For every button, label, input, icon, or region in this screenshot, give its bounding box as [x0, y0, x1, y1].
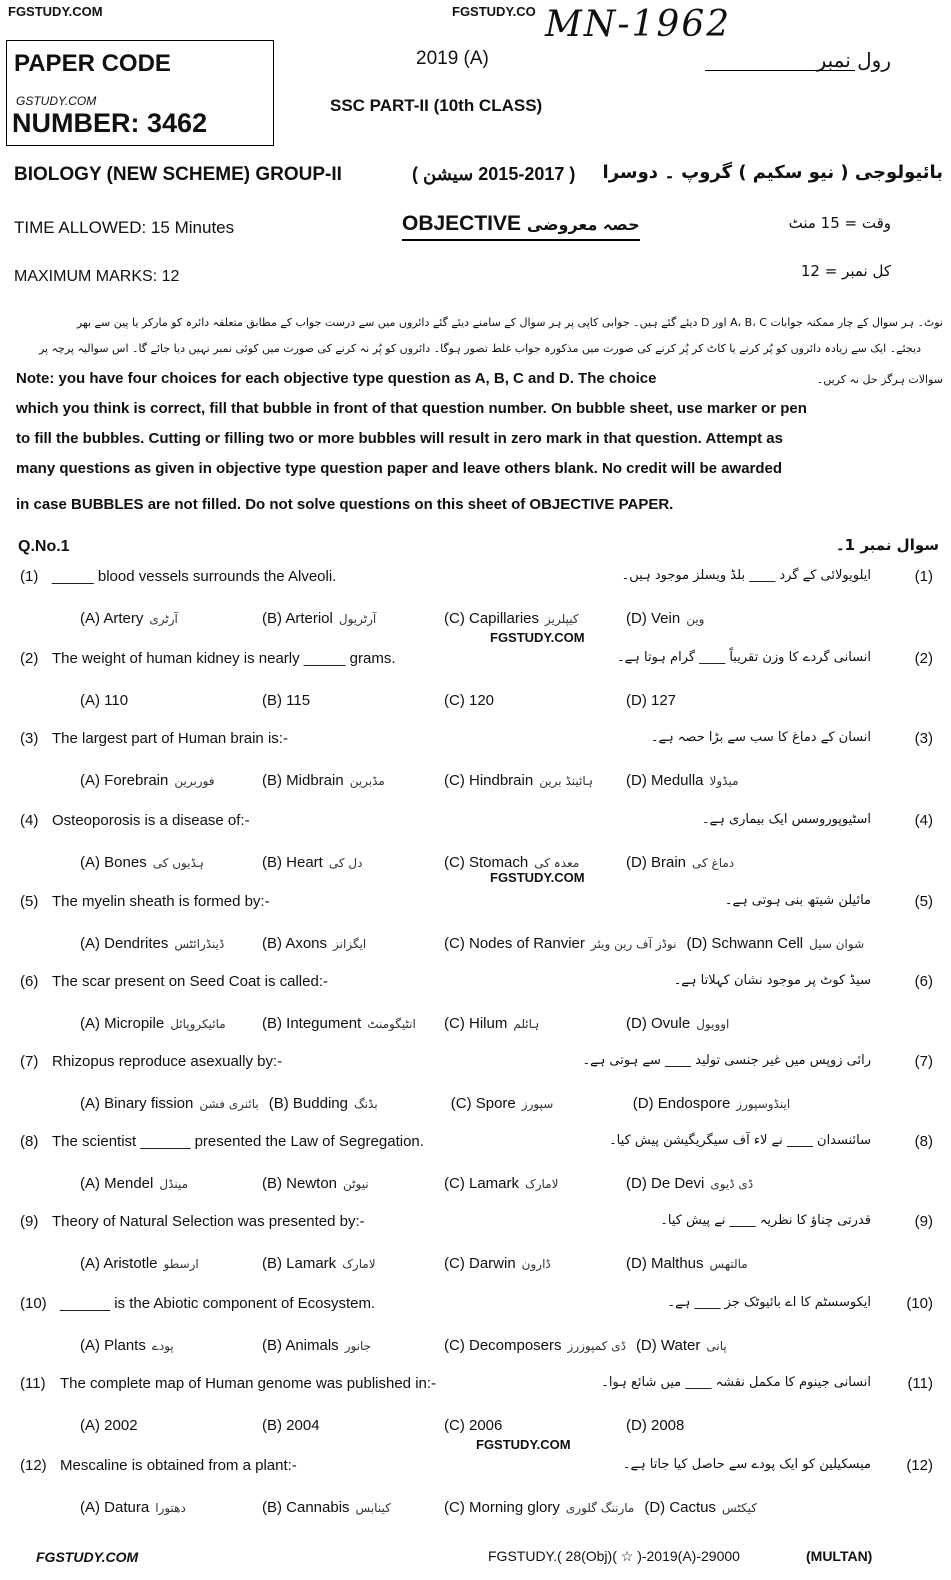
- option-c: [444, 1337, 636, 1354]
- option-c: [444, 692, 626, 709]
- option-d: [626, 1255, 808, 1272]
- instruction-line: to fill the bubbles. Cutting or filling two or more bubbles will result in zero mark in that question. Attempt as: [16, 430, 783, 447]
- footer-city: (MULTAN): [806, 1548, 873, 1564]
- option-label: (C) Spore: [450, 1095, 516, 1112]
- option-label-urdu: انٹیگومنٹ: [367, 1017, 416, 1031]
- option-label-urdu: نیوٹن: [343, 1177, 369, 1191]
- option-label: (D) 127: [626, 692, 677, 709]
- class-title: SSC PART-II (10th CLASS): [330, 96, 543, 115]
- question-text: The complete map of Human genome was published in:-: [60, 1375, 437, 1392]
- option-label: (C) Hindbrain: [444, 772, 534, 789]
- option-a: [80, 1095, 269, 1112]
- section-label: OBJECTIVE: [402, 212, 522, 235]
- option-b: [262, 1175, 444, 1192]
- option-label: (D) Medulla: [626, 772, 704, 789]
- option-label: (C) Stomach: [444, 854, 529, 871]
- question-text-urdu: انسانی گردے کا وزن تقریباً ____ گرام ہوتا ہے۔: [617, 650, 871, 665]
- box-watermark: GSTUDY.COM: [16, 94, 97, 108]
- subject-title: BIOLOGY (NEW SCHEME) GROUP-II: [14, 164, 342, 185]
- watermark-mid-3: FGSTUDY.COM: [476, 1437, 571, 1452]
- question-text-urdu: ایلویولائی کے گرد ____ بلڈ ویسلز موجود ہیں۔: [621, 568, 871, 583]
- option-label-urdu: آرٹری: [149, 612, 178, 626]
- question-number: (2): [20, 650, 39, 667]
- option-label-urdu: ڈینڈرائٹس: [174, 937, 225, 951]
- option-label-urdu: کیکٹس: [722, 1501, 757, 1515]
- option-label-urdu: وین: [686, 612, 705, 626]
- question-text-urdu: قدرتی چناؤ کا نظریہ ____ نے پیش کیا۔: [660, 1213, 871, 1228]
- options-row: [80, 1337, 818, 1354]
- option-label-urdu: اوویول: [696, 1017, 730, 1031]
- question-text-urdu: اسٹیوپوروسس ایک بیماری ہے۔: [701, 812, 871, 827]
- option-c: [444, 854, 626, 871]
- question-number-right: (11): [907, 1375, 933, 1392]
- option-a: [80, 1255, 262, 1272]
- option-d: [644, 1499, 826, 1516]
- exam-year: 2019 (A): [416, 48, 489, 69]
- option-label: (B) Newton: [262, 1175, 338, 1192]
- question-text: _____ blood vessels surrounds the Alveoli.: [52, 568, 337, 585]
- options-row: [80, 1175, 808, 1192]
- question-text-urdu: سائنسدان ____ نے لاء آف سیگریگیشن پیش کیا۔: [609, 1133, 871, 1148]
- watermark-mid-2: FGSTUDY.COM: [490, 870, 585, 885]
- option-b: [262, 692, 444, 709]
- option-label: (C) Nodes of Ranvier: [444, 935, 585, 952]
- section-title: [402, 212, 640, 241]
- question-number: (8): [20, 1133, 39, 1150]
- instruction-line: in case BUBBLES are not filled. Do not solve questions on this sheet of OBJECTIVE PAPER.: [16, 496, 674, 513]
- option-label: (B) Animals: [262, 1337, 339, 1354]
- option-label-urdu: دماغ کی: [692, 856, 735, 870]
- paper-code-label: PAPER CODE: [14, 50, 171, 77]
- option-label: (A) Forebrain: [80, 772, 169, 789]
- option-label-urdu: مڈبرین: [349, 774, 385, 788]
- footer-code: FGSTUDY.( 28(Obj)( ☆ )-2019(A)-29000: [488, 1548, 740, 1564]
- option-label: (A) Mendel: [80, 1175, 154, 1192]
- question-text: Theory of Natural Selection was presented by:-: [52, 1213, 365, 1230]
- time-allowed: TIME ALLOWED: 15 Minutes: [14, 218, 235, 237]
- options-row: [80, 692, 808, 709]
- option-c: [444, 1417, 626, 1434]
- time-urdu: وقت = 15 منٹ: [788, 214, 891, 232]
- option-b: [262, 1499, 444, 1516]
- option-d: [626, 1175, 808, 1192]
- option-d: [626, 692, 808, 709]
- option-label: (D) Ovule: [626, 1015, 691, 1032]
- option-b: [262, 1255, 444, 1272]
- question-text: The scientist ______ presented the Law of Segregation.: [52, 1133, 424, 1150]
- question-text: The largest part of Human brain is:-: [52, 730, 288, 747]
- option-b: [262, 772, 444, 789]
- option-c: [444, 935, 686, 952]
- option-label: (C) 2006: [444, 1417, 503, 1434]
- question-text-urdu: انسان کے دماغ کا سب سے بڑا حصہ ہے۔: [650, 730, 871, 745]
- option-label-urdu: لامارک: [525, 1177, 559, 1191]
- option-label: (C) Hilum: [444, 1015, 508, 1032]
- option-label: (C) 120: [444, 692, 495, 709]
- option-label-urdu: دھتورا: [155, 1501, 186, 1515]
- option-c: [444, 610, 626, 627]
- option-label: (D) Cactus: [644, 1499, 717, 1516]
- option-label: (D) De Devi: [626, 1175, 705, 1192]
- roll-no-label: رول نمبر: [816, 48, 891, 72]
- watermark-top-left: FGSTUDY.COM: [8, 4, 103, 19]
- option-label-urdu: جانور: [344, 1339, 372, 1353]
- section-label-urdu: حصہ معروضی: [526, 215, 640, 234]
- options-row: [80, 1095, 815, 1112]
- instruction-urdu-3: سوالات ہرگز حل نہ کریں۔: [816, 373, 943, 386]
- option-label: (A) Micropile: [80, 1015, 165, 1032]
- option-label-urdu: پانی: [706, 1339, 727, 1353]
- option-label: (D) Brain: [626, 854, 687, 871]
- question-text: The myelin sheath is formed by:-: [52, 893, 270, 910]
- option-label-urdu: مارننگ گلوری: [565, 1501, 635, 1515]
- option-b: [262, 935, 444, 952]
- options-row: [80, 935, 874, 952]
- option-label: (A) Plants: [80, 1337, 146, 1354]
- option-label: (C) Darwin: [444, 1255, 516, 1272]
- option-label: (A) Binary fission: [80, 1095, 194, 1112]
- option-label: (B) Lamark: [262, 1255, 337, 1272]
- option-a: [80, 1175, 262, 1192]
- question-number-right: (6): [914, 973, 933, 990]
- number-value: 3462: [147, 108, 208, 138]
- handwritten-code: MN-1962: [545, 4, 732, 45]
- option-label: (D) 2008: [626, 1417, 685, 1434]
- option-label-urdu: شوان سیل: [809, 937, 865, 951]
- question-number: (7): [20, 1053, 39, 1070]
- options-row: [80, 1255, 808, 1272]
- option-a: [80, 772, 262, 789]
- option-label: (C) Capillaries: [444, 610, 540, 627]
- option-d: [636, 1337, 818, 1354]
- option-label-urdu: مینڈل: [159, 1177, 189, 1191]
- question-text: The scar present on Seed Coat is called:-: [52, 973, 328, 990]
- option-label-urdu: ایگزانز: [333, 937, 367, 951]
- question-number: (4): [20, 812, 39, 829]
- question-text: Osteoporosis is a disease of:-: [52, 812, 250, 829]
- option-label: (A) Dendrites: [80, 935, 169, 952]
- option-label-urdu: فوربرین: [174, 774, 215, 788]
- option-label: (B) Midbrain: [262, 772, 344, 789]
- question-text-urdu: ایکوسسٹم کا اے بائیوٹک جز ____ ہے۔: [667, 1295, 871, 1310]
- option-label: (A) 110: [80, 692, 129, 709]
- option-label: (D) Schwann Cell: [686, 935, 804, 952]
- subject-title-urdu: بائیولوجی ( نیو سکیم ) گروپ ۔ دوسرا: [602, 162, 943, 183]
- option-label: (A) Aristotle: [80, 1255, 158, 1272]
- option-label: (B) 115: [262, 692, 311, 709]
- option-label-urdu: ہڈیوں کی: [152, 856, 204, 870]
- question-number: (6): [20, 973, 39, 990]
- question-text-urdu: رائی زوپس میں غیر جنسی تولید ____ سے ہوتی ہے۔: [582, 1053, 871, 1068]
- question-text-urdu: مائیلن شیتھ بنی ہوتی ہے۔: [724, 893, 871, 908]
- option-c: [444, 1499, 644, 1516]
- question-number: (3): [20, 730, 39, 747]
- option-label-urdu: ڈارون: [521, 1257, 551, 1271]
- options-row: [80, 1417, 808, 1434]
- option-b: [262, 1337, 444, 1354]
- question-number-right: (12): [906, 1457, 933, 1474]
- question-text-urdu: میسکیلین کو ایک پودے سے حاصل کیا جاتا ہے۔: [622, 1457, 871, 1472]
- question-number-right: (8): [914, 1133, 933, 1150]
- option-a: [80, 854, 262, 871]
- option-label: (B) Integument: [262, 1015, 362, 1032]
- option-a: [80, 1417, 262, 1434]
- maximum-marks: MAXIMUM MARKS: 12: [14, 268, 180, 285]
- instruction-urdu-1: نوٹ۔ ہر سوال کے چار ممکنہ جوابات A، B، C اور D دیئے گئے ہیں۔ جوابی کاپی پر ہر سوال کے سامنے دیئے گئے دائروں میں سے درست جواب کے مطابق متعلقہ دائرہ کو مارکر یا پین سے بھر: [76, 316, 943, 329]
- option-label: (B) Heart: [262, 854, 323, 871]
- option-label-urdu: دل کی: [328, 856, 363, 870]
- instruction-line: Note: you have four choices for each objective type question as A, B, C and D. The choice: [16, 370, 657, 387]
- option-a: [80, 692, 262, 709]
- option-label-urdu: بائنری فشن: [199, 1097, 259, 1111]
- option-c: [444, 1255, 626, 1272]
- option-label-urdu: میڈولا: [709, 774, 739, 788]
- option-label: (B) Budding: [268, 1095, 348, 1112]
- option-label-urdu: ڈی ڈیوی: [710, 1177, 754, 1191]
- question-text-urdu: سیڈ کوٹ پر موجود نشان کہلاتا ہے۔: [673, 973, 871, 988]
- option-label: (A) 2002: [80, 1417, 138, 1434]
- option-d: [626, 1015, 808, 1032]
- option-d: [626, 610, 808, 627]
- option-label-urdu: مائیکروپائل: [170, 1017, 226, 1031]
- option-label: (D) Malthus: [626, 1255, 704, 1272]
- number-label: NUMBER:: [12, 108, 140, 138]
- watermark-top-center: FGSTUDY.CO: [452, 4, 536, 19]
- option-label: (D) Water: [635, 1337, 701, 1354]
- options-row: [80, 854, 808, 871]
- question-number-right: (5): [914, 893, 933, 910]
- options-row: [80, 1015, 808, 1032]
- option-label: (A) Bones: [80, 854, 147, 871]
- option-label: (B) Axons: [262, 935, 328, 952]
- option-label-urdu: ہائینڈ برین: [539, 774, 594, 788]
- option-label: (A) Datura: [80, 1499, 150, 1516]
- option-c: [444, 1015, 626, 1032]
- question-number-right: (1): [914, 568, 933, 585]
- option-d: [626, 854, 808, 871]
- options-row: [80, 772, 808, 789]
- watermark-mid-1: FGSTUDY.COM: [490, 630, 585, 645]
- option-d: [686, 935, 874, 952]
- option-label-urdu: لامارک: [342, 1257, 376, 1271]
- option-label-urdu: ہائلم: [513, 1017, 540, 1031]
- option-label-urdu: کیپلریز: [545, 612, 579, 626]
- option-label: (C) Decomposers: [444, 1337, 562, 1354]
- option-label-urdu: معدہ کی: [534, 856, 580, 870]
- option-b: [262, 854, 444, 871]
- option-d: [633, 1095, 815, 1112]
- option-label-urdu: کینابس: [355, 1501, 391, 1515]
- question-number-right: (2): [914, 650, 933, 667]
- option-b: [262, 610, 444, 627]
- option-a: [80, 1337, 262, 1354]
- option-a: [80, 935, 262, 952]
- question-text: Mescaline is obtained from a plant:-: [60, 1457, 297, 1474]
- option-c: [444, 1175, 626, 1192]
- option-label: (C) Lamark: [444, 1175, 520, 1192]
- instruction-line: which you think is correct, fill that bubble in front of that question number. On bubble sheet, use marker or pen: [16, 400, 807, 417]
- option-a: [80, 1499, 262, 1516]
- question-number: (10): [20, 1295, 47, 1312]
- footer-watermark: FGSTUDY.COM: [36, 1549, 139, 1565]
- option-label-urdu: نوڈز آف رین ویئر: [590, 937, 677, 951]
- instruction-urdu-2: دیجئے۔ ایک سے زیادہ دائروں کو پُر کرنے یا کاٹ کر پُر کرنے کی صورت میں مذکورہ جواب غلط تصور ہوگا۔ دائروں کو پُر نہ کرنے کی صورت میں کوئی نمبر نہیں دیا جائے گا۔ اس سوالیہ پرچہ پر: [38, 342, 921, 355]
- option-label-urdu: سپورز: [521, 1097, 554, 1111]
- session: ( 2015-2017 سیشن ): [412, 164, 576, 184]
- option-label: (B) 2004: [262, 1417, 320, 1434]
- option-b: [269, 1095, 451, 1112]
- question-number-right: (9): [914, 1213, 933, 1230]
- option-label-urdu: ڈی کمپوزرز: [567, 1339, 626, 1353]
- question-number: (11): [20, 1375, 46, 1392]
- question-number: (5): [20, 893, 39, 910]
- question-number: (9): [20, 1213, 39, 1230]
- question-number-right: (4): [914, 812, 933, 829]
- question-number: (12): [20, 1457, 47, 1474]
- option-label: (B) Arteriol: [262, 610, 333, 627]
- options-row: [80, 610, 808, 627]
- question-number: (1): [20, 568, 39, 585]
- option-label-urdu: ارسطو: [163, 1257, 199, 1271]
- instruction-line: many questions as given in objective type question paper and leave others blank. No credit will be awarded: [16, 460, 783, 477]
- question-text: Rhizopus reproduce asexually by:-: [52, 1053, 283, 1070]
- option-label: (D) Endospore: [632, 1095, 731, 1112]
- question-number-heading-urdu: سوال نمبر 1۔: [835, 536, 939, 554]
- option-a: [80, 610, 262, 627]
- option-label-urdu: پودے: [151, 1339, 174, 1353]
- option-label: (C) Morning glory: [444, 1499, 560, 1516]
- option-label-urdu: مالتھس: [709, 1257, 748, 1271]
- marks-urdu: کل نمبر = 12: [800, 262, 891, 280]
- option-label: (B) Cannabis: [262, 1499, 350, 1516]
- option-label: (D) Vein: [626, 610, 681, 627]
- question-text: ______ is the Abiotic component of Ecosystem.: [60, 1295, 376, 1312]
- option-label-urdu: اینڈوسپورز: [736, 1097, 791, 1111]
- question-number-heading: Q.No.1: [18, 538, 70, 555]
- option-c: [451, 1095, 633, 1112]
- option-d: [626, 772, 808, 789]
- question-text-urdu: انسانی جینوم کا مکمل نقشہ ____ میں شائع ہوا۔: [601, 1375, 871, 1390]
- question-text: The weight of human kidney is nearly _____ grams.: [52, 650, 396, 667]
- question-number-right: (3): [914, 730, 933, 747]
- paper-number: [12, 108, 207, 139]
- option-label: (A) Artery: [80, 610, 144, 627]
- question-number-right: (7): [914, 1053, 933, 1070]
- option-label-urdu: آرٹریول: [338, 612, 377, 626]
- option-a: [80, 1015, 262, 1032]
- question-number-right: (10): [906, 1295, 933, 1312]
- option-c: [444, 772, 626, 789]
- option-label-urdu: بڈنگ: [353, 1097, 378, 1111]
- option-d: [626, 1417, 808, 1434]
- option-b: [262, 1015, 444, 1032]
- options-row: [80, 1499, 826, 1516]
- option-b: [262, 1417, 444, 1434]
